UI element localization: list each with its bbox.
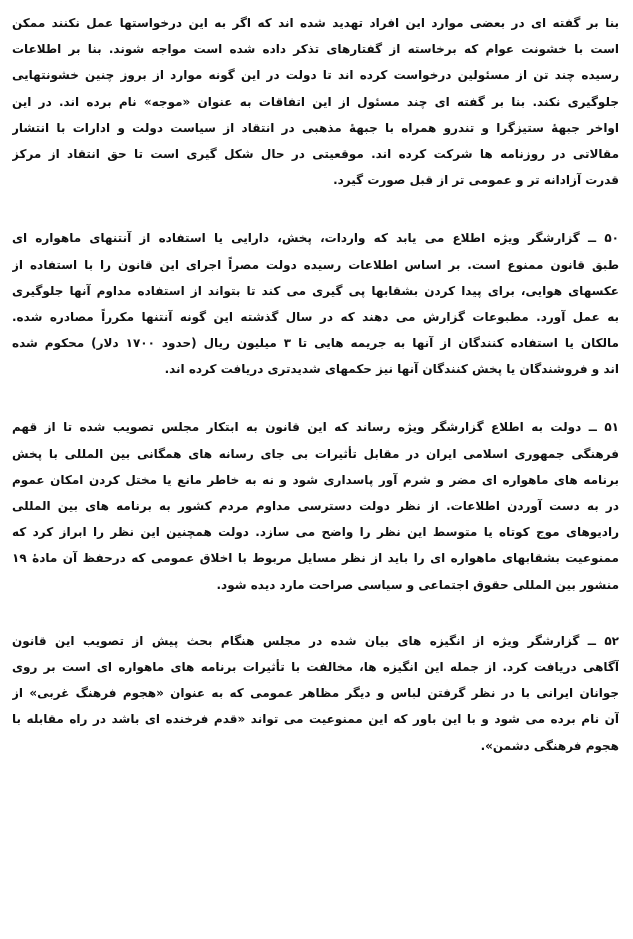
text-line: ۵۰ ــ گزارشگر ویژه اطلاع می یابد که واردات، پخش، دارایی یا استفاده از آنتنهای ماهواره ای: [12, 231, 619, 246]
paragraph-gap: [12, 382, 619, 414]
text-line: ممنوعیت بشقابهای ماهواره ای را باید از نظر مسایل مربوط با اخلاق عمومی که درحفظ آن مادهٔ ۱۹: [12, 551, 619, 566]
text-line: اواخر جبههٔ ستیزگرا و تندرو همراه با جبههٔ مذهبی در انتقاد از سیاست دولت و ادارات با انتشار: [12, 120, 619, 135]
text-line: اند و فروشندگان یا پخش کنندگان آنها نیز حکمهای شدیدتری دریافت کرده اند.: [164, 362, 619, 377]
text-line: رسیده چند تن از مسئولین درخواست کرده اند تا دولت در این گونه موارد از بروز چنین خشونتهایی: [12, 68, 619, 83]
text-line: منشور بین المللی حقوق اجتماعی و سیاسی صراحت مارد دیده شود.: [216, 577, 619, 592]
text-line: ۵۲ ــ گزارشگر ویژه از انگیزه های بیان شده در مجلس هنگام بحث پیش از تصویب این قانون: [12, 633, 619, 648]
text-line: بنا بر گفته ای در بعضی موارد این افراد تهدید شده اند که اگر به این درخواستها عمل نکنند ممکن: [12, 16, 619, 30]
text-line: به عمل آورد. مطبوعات گزارش می دهند که در سال گذشته این گونه آنتنها مکرراً مصادره شده.: [12, 309, 619, 324]
text-line: طبق قانون ممنوع است. بر اساس اطلاعات رسیده دولت مصراً اجرای این قانون را با استفاده از: [12, 257, 619, 272]
text-line: در به دست آوردن اطلاعات. از نظر دولت دسترسی مداوم مردم کشور به برنامه های بین المللی: [12, 499, 619, 513]
text-line: آگاهی دریافت کرد. از جمله این انگیزه ها، مخالفت با تأثیرات برنامه های ماهواره ای است بر روی: [12, 659, 619, 674]
paragraph-gap: [12, 193, 619, 225]
text-line: است با خشونت عوام که برخاسته از گفتارهای تذکر داده شده است مواجه شوند. بنا بر اطلاعات: [12, 42, 619, 57]
paragraph-gap: [12, 598, 619, 628]
text-line: آن نام برده می شود و با این باور که این ممنوعیت می تواند «قدم فرخنده ای باشد در راه مقابله با: [12, 712, 619, 727]
text-line: جوانان ایرانی با در نظر گرفتن لباس و دیگر مظاهر عمومی که به عنوان «هجوم فرهنگ غربی» از: [12, 686, 619, 701]
text-line: فرهنگی جمهوری اسلامی ایران در مقابل تأثیرات بی جای رسانه های همگانی بین المللی با پخش: [12, 446, 619, 461]
text-line: جلوگیری نکند. بنا بر گفته ای چند مسئول از این اتفاقات به عنوان «موجه» نام برده اند. در این: [12, 94, 619, 109]
text-line: مقالاتی در روزنامه ها شرکت کرده اند. موقعیتی در حال شکل گیری است تا حق انتقاد از مرکز: [12, 146, 619, 161]
text-line: رادیوهای موج کوتاه یا متوسط این نظر را واضح می سازد. دولت همچنین این نظر را ابراز کرد که: [12, 525, 619, 540]
text-line: هجوم فرهنگی دشمن».: [480, 738, 619, 753]
text-line: قدرت آزادانه تر و عمومی تر از قبل صورت گیرد.: [333, 173, 619, 188]
text-line: ۵۱ ــ دولت به اطلاع گزارشگر ویژه رساند که این قانون به ابتکار مجلس تصویب شده تا از قهم: [12, 420, 619, 435]
text-line: مالکان یا استفاده کنندگان از آنها به جریمه هایی تا ۳ میلیون ریال (حدود ۱۷۰۰ دلار) محکوم شده: [12, 336, 619, 351]
paragraph-52: [12, 628, 619, 759]
paragraph-51: [12, 414, 619, 597]
paragraph-intro: [12, 10, 619, 193]
paragraph-50: [12, 225, 619, 382]
text-line: برنامه های ماهواره ای مضر و شرم آور پاسداری شود و نه به خاطر مانع یا مختل کردن امکان عموم: [12, 472, 619, 487]
text-line: عکسهای هوایی، برای پیدا کردن بشقابها پی گیری می کند تا بتواند از استفاده مداوم آنها جلوگیری: [12, 283, 619, 298]
